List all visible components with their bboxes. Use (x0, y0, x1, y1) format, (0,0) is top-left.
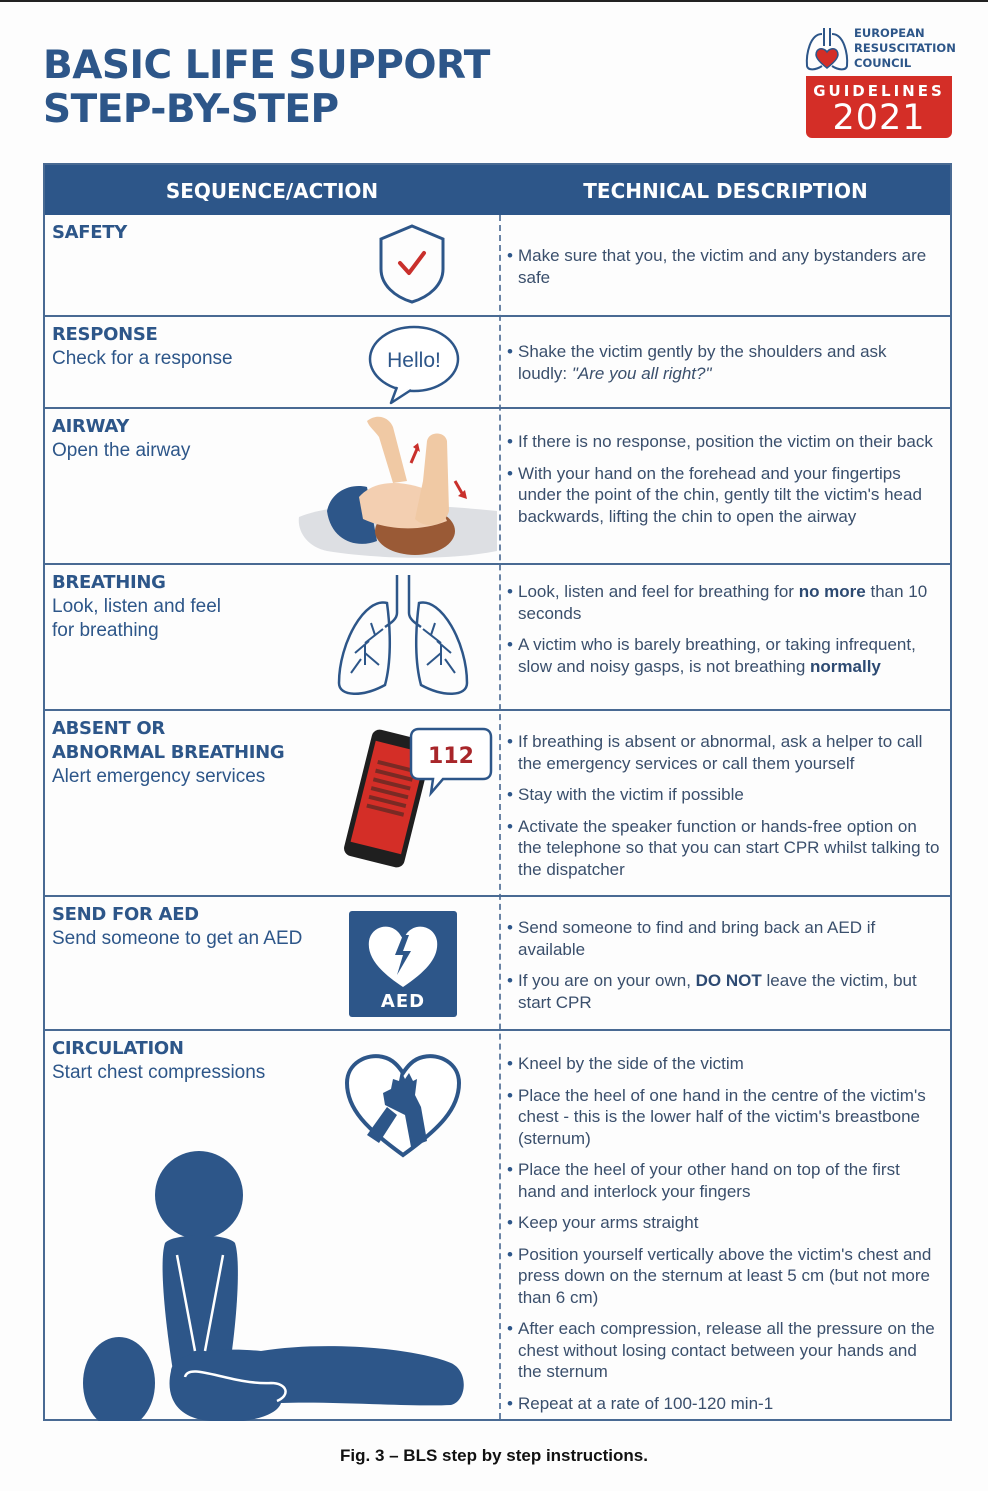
row-title-line-1: ABSENT OR (52, 718, 165, 739)
row-title-line-2: ABNORMAL BREATHING (52, 742, 285, 763)
heart-hands-icon (343, 1049, 463, 1161)
row-description (507, 431, 940, 537)
row-subtitle-line-2: for breathing (52, 620, 159, 641)
row-title: CIRCULATION (52, 1038, 184, 1059)
bullet (507, 341, 940, 384)
bullet: • Stay with the victim if possible (507, 784, 940, 806)
figure-caption: Fig. 3 – BLS step by step instructions. (340, 1446, 648, 1465)
badge-year: 2021 (832, 98, 926, 138)
aed-icon (349, 911, 457, 1017)
column-header-description: TECHNICAL DESCRIPTION (583, 179, 868, 203)
phone-112-icon (335, 727, 495, 877)
bullet (507, 970, 940, 1013)
bullet: • Place the heel of your other hand on top of the first hand and interlock your fingers (507, 1159, 940, 1202)
lungs-heart-logo-icon (804, 24, 850, 74)
title-line-1: BASIC LIFE SUPPORT (43, 43, 490, 88)
erc-logo (804, 24, 954, 140)
row-label (52, 221, 127, 245)
cpr-compressions-figure (81, 1151, 471, 1421)
bullet: • With your hand on the forehead and your fingertips under the point of the chin, gently tilt the victim's head backwards, lifting the chin to open the airway (507, 463, 940, 528)
shield-check-icon (377, 223, 447, 305)
bls-table (43, 163, 952, 1421)
bullet-text: leave the victim, but start CPR (518, 971, 917, 1012)
bullet-text: A victim who is barely breathing, or taking infrequent, slow and noisy gasps, is not breathing (518, 635, 916, 676)
row-title: SAFETY (52, 222, 127, 243)
bullet-emphasis: "Are you all right?" (571, 363, 712, 383)
row-description (507, 731, 940, 890)
bullet: • Send someone to find and bring back an AED if available (507, 917, 940, 960)
bullet-strong: DO NOT (695, 971, 762, 990)
row-description (507, 917, 940, 1023)
speech-bubble-icon (367, 323, 461, 405)
guidelines-badge (806, 76, 952, 138)
row-subtitle: Alert emergency services (52, 766, 266, 787)
bullet: • If there is no response, position the victim on their back (507, 431, 940, 453)
org-line-3: COUNCIL (854, 56, 912, 70)
table-row-airway (45, 407, 950, 563)
table-row-absent-breathing (45, 709, 950, 895)
table-header (45, 165, 950, 215)
bullet (507, 581, 940, 624)
bullet: • Position yourself vertically above the victim's chest and press down on the sternum at least 5 cm (but not more than 6 cm) (507, 1244, 940, 1309)
bullet: • Place the heel of one hand in the centre of the victim's chest - this is the lower half of the victim's breastbone (sternum) (507, 1085, 940, 1150)
page-title (43, 44, 490, 132)
bullet: • Repeat at a rate of 100-120 min-1 (507, 1393, 940, 1415)
table-row-breathing (45, 563, 950, 709)
column-header-sequence: SEQUENCE/ACTION (165, 179, 379, 203)
row-description (507, 1053, 940, 1424)
row-subtitle: Check for a response (52, 348, 233, 369)
bullet-strong: no more (798, 582, 866, 601)
badge-label: GUIDELINES (813, 82, 945, 100)
row-label (52, 903, 302, 951)
top-rule (0, 0, 988, 2)
row-description (507, 245, 940, 298)
bullet-text: Shake the victim gently by the shoulders and ask loudly: (518, 342, 887, 383)
row-label (52, 717, 284, 789)
row-subtitle-line-1: Look, listen and feel (52, 596, 222, 617)
row-label (52, 571, 221, 643)
bullet: • Make sure that you, the victim and any bystanders are safe (507, 245, 940, 288)
row-label (52, 1037, 265, 1085)
table-row-response (45, 315, 950, 407)
bullet: • If breathing is absent or abnormal, ask a helper to call the emergency services or call them yourself (507, 731, 940, 774)
row-title: RESPONSE (52, 324, 158, 345)
table-row-safety (45, 215, 950, 315)
row-title: AIRWAY (52, 416, 129, 437)
phone-112-text: 112 (428, 744, 474, 769)
lungs-icon (335, 573, 471, 701)
bullet-text: Look, listen and feel for breathing for (518, 582, 799, 601)
org-name (854, 26, 956, 71)
bullet: • After each compression, release all the pressure on the chest without losing contact between your hands and the sternum (507, 1318, 940, 1383)
row-subtitle: Open the airway (52, 440, 191, 461)
bullet-text: If you are on your own, (518, 971, 696, 990)
row-title: SEND FOR AED (52, 904, 199, 925)
bullet (507, 634, 940, 677)
aed-label: AED (380, 991, 426, 1012)
speech-bubble-text: Hello! (387, 349, 441, 372)
bullet-strong: normally (810, 656, 881, 676)
title-line-2: STEP-BY-STEP (43, 87, 339, 132)
bullet: • Kneel by the side of the victim (507, 1053, 940, 1075)
row-label (52, 323, 233, 371)
head-tilt-chin-lift-illustration (297, 411, 499, 563)
bullet-text: than 10 seconds (518, 582, 928, 623)
row-label (52, 415, 190, 463)
row-description (507, 341, 940, 394)
row-title: BREATHING (52, 572, 166, 593)
org-line-2: RESUSCITATION (854, 41, 956, 55)
row-description (507, 581, 940, 687)
bullet: • Keep your arms straight (507, 1212, 940, 1234)
table-row-send-aed (45, 895, 950, 1029)
row-subtitle: Start chest compressions (52, 1062, 266, 1083)
org-line-1: EUROPEAN (854, 26, 925, 40)
table-row-circulation (45, 1029, 950, 1421)
bullet: • Activate the speaker function or hands-free option on the telephone so that you can start CPR whilst talking to the dispatcher (507, 816, 940, 881)
row-subtitle: Send someone to get an AED (52, 928, 303, 949)
